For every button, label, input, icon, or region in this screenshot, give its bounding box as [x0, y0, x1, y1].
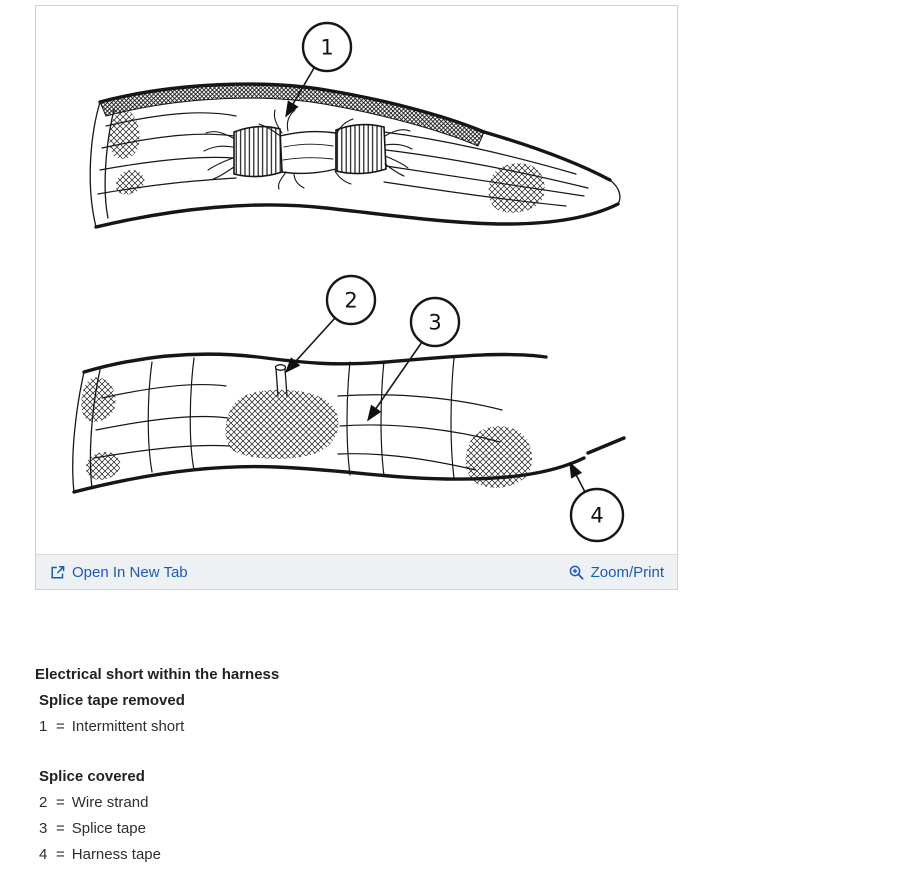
- open-in-new-tab-label: Open In New Tab: [72, 563, 188, 581]
- callout-2-number: 2: [344, 288, 358, 313]
- open-in-new-tab-link[interactable]: [49, 564, 188, 581]
- legend-heading: Splice covered: [39, 768, 145, 785]
- image-toolbar: [36, 554, 677, 589]
- legend-item-number: 1: [39, 718, 48, 735]
- legend-item: [39, 790, 279, 816]
- zoom-print-label: Zoom/Print: [590, 563, 664, 581]
- harness-top-illustration: [90, 84, 620, 227]
- harness-bottom-illustration: [73, 354, 624, 492]
- diagram-area: [36, 6, 677, 554]
- harness-diagram: [36, 6, 677, 554]
- legend: [35, 662, 279, 868]
- callout-4: [570, 463, 623, 541]
- zoom-print-link[interactable]: [568, 564, 664, 581]
- legend-item-number: 3: [39, 820, 48, 837]
- callout-1-number: 1: [320, 35, 334, 60]
- legend-item: [39, 714, 279, 740]
- equals-sign: =: [56, 718, 65, 735]
- splice-wrapped-bundle: [204, 110, 412, 189]
- legend-item: [39, 816, 279, 842]
- figure-panel: [35, 5, 678, 590]
- legend-item-number: 4: [39, 846, 48, 863]
- open-in-new-tab-icon: [49, 564, 66, 581]
- legend-item-label: Harness tape: [71, 846, 161, 863]
- callout-2: [286, 276, 375, 372]
- equals-sign: =: [56, 820, 65, 837]
- legend-heading: Splice tape removed: [39, 692, 185, 709]
- legend-section-splice-covered: [35, 764, 279, 868]
- callout-4-number: 4: [590, 503, 604, 528]
- zoom-in-icon: [568, 564, 585, 581]
- legend-item-label: Intermittent short: [71, 718, 185, 735]
- splice-tape-patch: [225, 390, 338, 459]
- legend-item-label: Wire strand: [71, 794, 149, 811]
- legend-item-number: 2: [39, 794, 48, 811]
- legend-section-splice-tape-removed: [35, 688, 279, 740]
- callout-3-number: 3: [428, 310, 442, 335]
- legend-title: Electrical short within the harness: [35, 666, 280, 683]
- legend-item: [39, 842, 279, 868]
- equals-sign: =: [56, 846, 65, 863]
- equals-sign: =: [56, 794, 65, 811]
- legend-item-label: Splice tape: [71, 820, 146, 837]
